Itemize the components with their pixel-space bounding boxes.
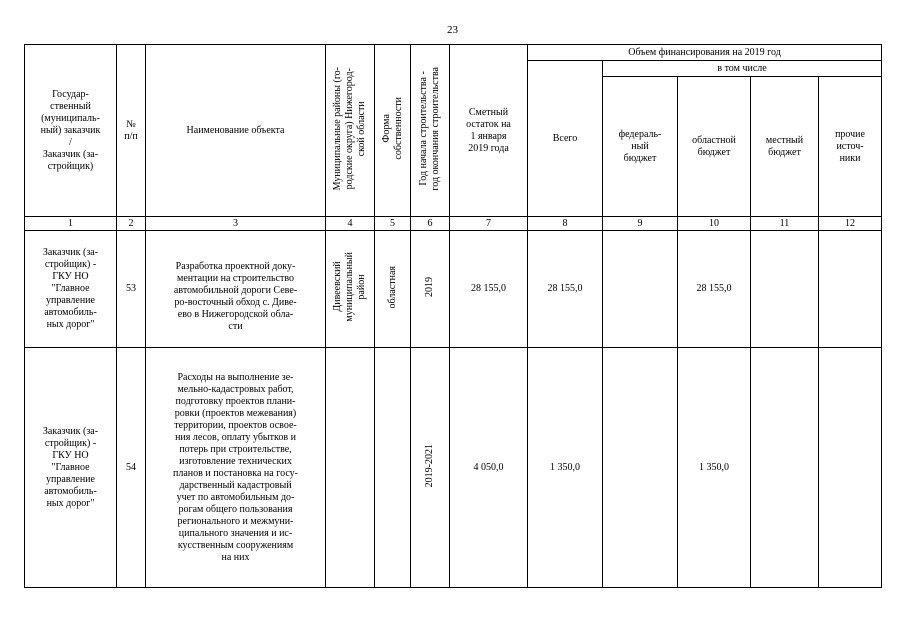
- row-total: 1 350,0: [528, 348, 603, 588]
- header-ownership-form: Форма собственности: [375, 45, 411, 217]
- financing-table: [24, 44, 882, 588]
- row-federal-budget: [603, 231, 678, 348]
- row-number: 53: [117, 231, 146, 348]
- row-construction-years: 2019-2021: [411, 348, 450, 588]
- column-number: 5: [375, 217, 411, 231]
- column-number: 9: [603, 217, 678, 231]
- column-number: 8: [528, 217, 603, 231]
- header-including: в том числе: [603, 61, 882, 77]
- header-number: № п/п: [117, 45, 146, 217]
- row-ownership-form: [375, 348, 411, 588]
- row-local-budget: [751, 348, 819, 588]
- row-estimated-balance: 28 155,0: [450, 231, 528, 348]
- column-number: 11: [751, 217, 819, 231]
- row-other-sources: [819, 231, 882, 348]
- header-other-sources: прочие источ- ники: [819, 77, 882, 217]
- row-total: 28 155,0: [528, 231, 603, 348]
- row-customer: Заказчик (за- стройщик) - ГКУ НО "Главное управление автомобиль- ных дорог": [25, 348, 117, 588]
- column-number: 4: [326, 217, 375, 231]
- row-municipal-district: Дивеевский муниципальный район: [326, 231, 375, 348]
- header-regional-budget: областной бюджет: [678, 77, 751, 217]
- column-number: 1: [25, 217, 117, 231]
- row-construction-years: 2019: [411, 231, 450, 348]
- row-object-name: Разработка проектной доку- ментации на строительство автомобильной дороги Севе- ро-восточный обход с. Диве- ево в Нижегородской обла- сти: [146, 231, 326, 348]
- column-number: 2: [117, 217, 146, 231]
- row-object-name: Расходы на выполнение зе- мельно-кадастровых работ, подготовку проектов плани- ровки (проектов межевания) территории, проектов освое- ния лесов, оплату убытков и потерь при строительстве, изготовление технических планов и постановка на госу- дарственный кадастровый учет по автомобильным до- рогам общего пользования регионального и межмуни- ципального значения и ис- кусственным сооружениям на них: [146, 348, 326, 588]
- row-regional-budget: 28 155,0: [678, 231, 751, 348]
- header-object-name: Наименование объекта: [146, 45, 326, 217]
- header-municipal-district: Муниципальные районы (го- родские округа) Нижегород- ской области: [326, 45, 375, 217]
- header-construction-years: Год начала строительства - год окончания строительства: [411, 45, 450, 217]
- column-number: 7: [450, 217, 528, 231]
- header-estimated-balance: Сметный остаток на 1 января 2019 года: [450, 45, 528, 217]
- header-local-budget: местный бюджет: [751, 77, 819, 217]
- page-number: 23: [447, 24, 458, 36]
- row-estimated-balance: 4 050,0: [450, 348, 528, 588]
- column-number: 6: [411, 217, 450, 231]
- header-funding-2019: Объем финансирования на 2019 год: [528, 45, 882, 61]
- row-customer: Заказчик (за- стройщик) - ГКУ НО "Главное управление автомобиль- ных дорог": [25, 231, 117, 348]
- row-number: 54: [117, 348, 146, 588]
- header-federal-budget: федераль- ный бюджет: [603, 77, 678, 217]
- row-municipal-district: [326, 348, 375, 588]
- header-customer: Государ- ственный (муниципаль- ный) заказчик / Заказчик (за- стройщик): [25, 45, 117, 217]
- column-numbers-row: [25, 217, 882, 231]
- column-number: 10: [678, 217, 751, 231]
- header-total: Всего: [528, 61, 603, 217]
- row-regional-budget: 1 350,0: [678, 348, 751, 588]
- column-number: 12: [819, 217, 882, 231]
- table-row: [25, 348, 882, 588]
- row-ownership-form: областная: [375, 231, 411, 348]
- column-number: 3: [146, 217, 326, 231]
- table-row: [25, 231, 882, 348]
- row-other-sources: [819, 348, 882, 588]
- row-federal-budget: [603, 348, 678, 588]
- row-local-budget: [751, 231, 819, 348]
